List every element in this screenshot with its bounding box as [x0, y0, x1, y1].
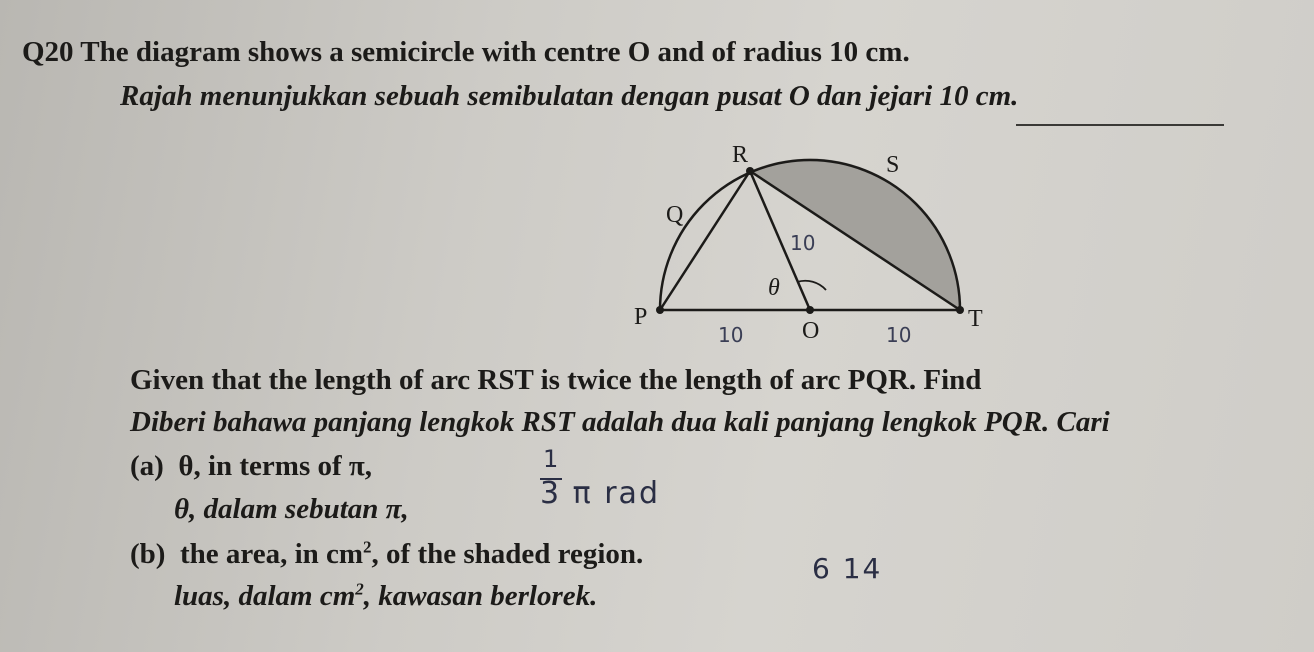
- part-b-ms-post: , kawasan berlorek.: [363, 580, 598, 612]
- hw-answer-a-numerator: 1: [543, 445, 561, 473]
- label-theta: θ: [768, 275, 780, 301]
- part-b-ms: [174, 580, 597, 613]
- question-intro-en-text: The diagram shows a semicircle with centre O and of radius 10 cm.: [80, 36, 910, 68]
- hw-radius-PO: 10: [718, 323, 744, 347]
- question-intro-ms: Rajah menunjukkan sebuah semibulatan dengan pusat O dan jejari 10 cm.: [120, 80, 1019, 112]
- question-intro-en: [22, 36, 910, 69]
- hw-radius-OR: 10: [790, 231, 816, 255]
- question-number: Q20: [22, 36, 74, 68]
- part-a-en: [130, 450, 372, 483]
- part-b-en: [130, 538, 643, 571]
- point-P: [656, 306, 664, 314]
- part-b-en-sup: 2: [363, 537, 372, 557]
- part-a-label: (a): [130, 450, 164, 482]
- part-b-label: (b): [130, 538, 166, 570]
- part-a-en-text: θ, in terms of π,: [178, 450, 373, 482]
- part-b-en-pre: the area, in cm: [179, 538, 364, 570]
- point-T: [956, 306, 964, 314]
- given-en: Given that the length of arc RST is twice the length of arc PQR. Find: [130, 364, 982, 396]
- part-a-ms: θ, dalam sebutan π,: [174, 493, 409, 525]
- label-T: T: [968, 306, 983, 332]
- hw-radius-OT: 10: [886, 323, 912, 347]
- label-O: O: [802, 318, 820, 344]
- semicircle-diagram: [620, 130, 1020, 360]
- label-R: R: [732, 142, 749, 168]
- part-b-ms-pre: luas, dalam cm: [174, 580, 356, 612]
- hw-answer-b: 6 14: [812, 552, 883, 585]
- pen-underline: [1016, 124, 1224, 126]
- point-R: [746, 167, 754, 175]
- label-Q: Q: [666, 202, 684, 228]
- shaded-region: [750, 158, 960, 310]
- given-ms: Diberi bahawa panjang lengkok RST adalah dua kali panjang lengkok PQR. Cari: [130, 406, 1110, 438]
- label-P: P: [634, 304, 648, 330]
- hw-answer-a: 3 π rad: [540, 476, 660, 511]
- chord-PR: [660, 171, 750, 310]
- part-b-en-post: , of the shaded region.: [371, 538, 644, 570]
- label-S: S: [886, 152, 900, 178]
- point-O: [806, 306, 814, 314]
- part-b-ms-sup: 2: [355, 579, 364, 599]
